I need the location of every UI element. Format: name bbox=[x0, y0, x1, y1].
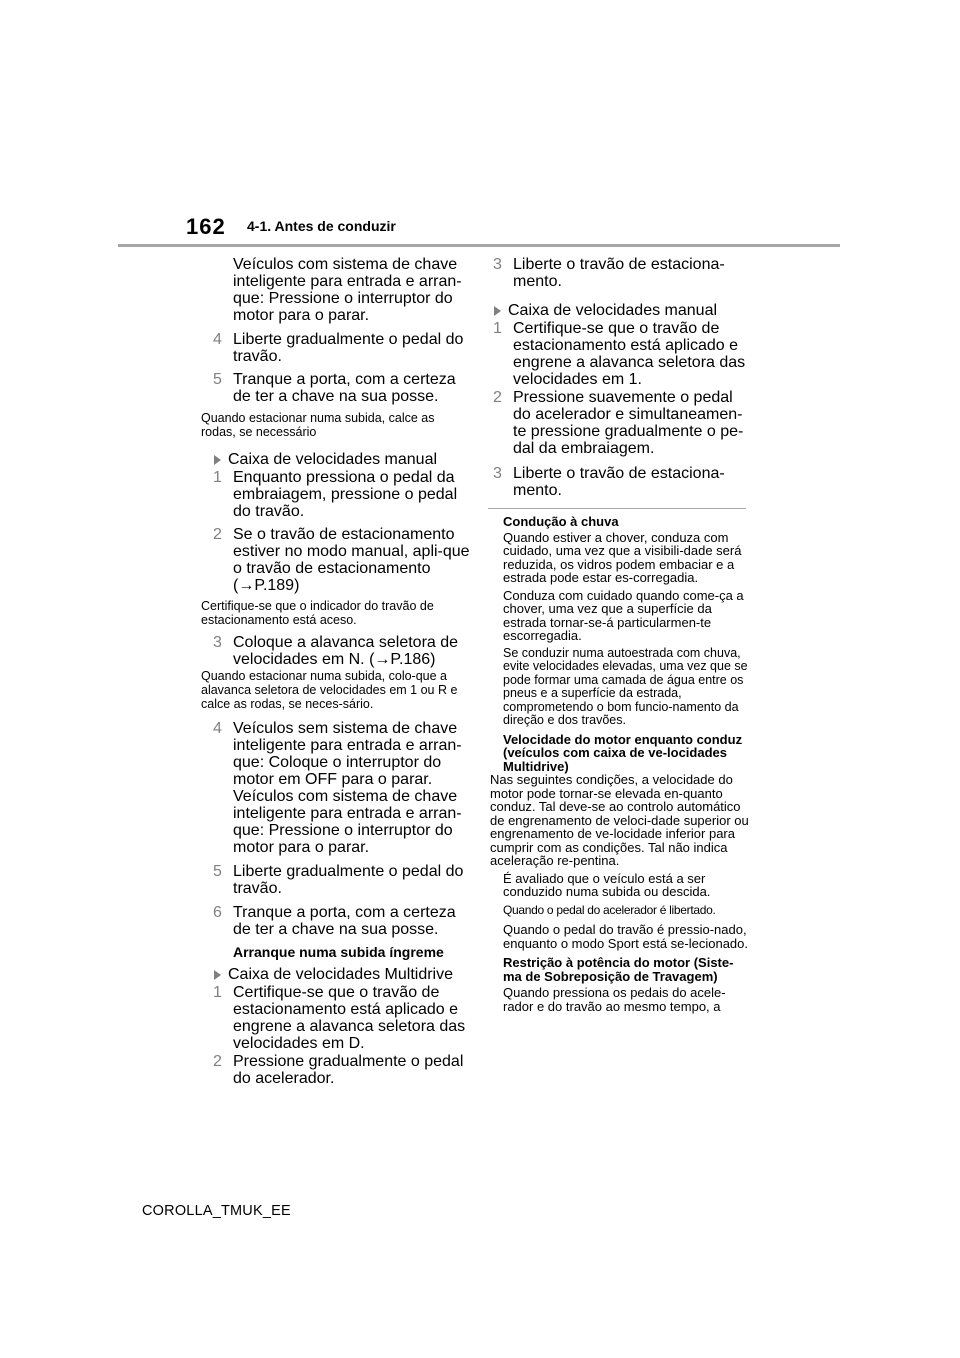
manual-step-2 bbox=[210, 526, 472, 594]
triangle-bullet-icon bbox=[214, 455, 221, 465]
engine-speed-condition-3: Quando o pedal do travão é pressio-nado, enquanto o modo Sport está se-lecionado. bbox=[503, 922, 749, 951]
hill-parking-note: Quando estacionar numa subida, calce as rodas, se necessário bbox=[201, 411, 435, 439]
step-number: 6 bbox=[213, 904, 222, 921]
parking-indicator-note: Certifique-se que o indicador do travão de estacionamento está aceso. bbox=[201, 599, 434, 627]
left-column bbox=[201, 254, 472, 1087]
triangle-bullet-icon bbox=[214, 970, 221, 980]
manual-step-6 bbox=[210, 904, 472, 938]
step-text: Liberte gradualmente o pedal do travão. bbox=[233, 863, 464, 897]
manual-transmission-title bbox=[210, 451, 472, 468]
step-number: 3 bbox=[493, 465, 502, 482]
step-number: 2 bbox=[493, 389, 502, 406]
hill-manual-step-2 bbox=[490, 389, 752, 457]
step-number: 4 bbox=[213, 720, 222, 737]
step-text: Pressione gradualmente o pedal do acelerador. bbox=[233, 1053, 464, 1087]
step-number: 5 bbox=[213, 863, 222, 880]
step-text: Se o travão de estacionamento estiver no modo manual, apli-que o travão de estacionamento (→P.189) bbox=[233, 526, 470, 594]
manual-transmission-title-right bbox=[490, 302, 752, 319]
hill-step-2 bbox=[210, 1053, 472, 1087]
step-text: Coloque a alavanca seletora de velocidades em N. (→P.186) bbox=[233, 634, 459, 668]
step-text: Liberte gradualmente o pedal do travão. bbox=[233, 331, 464, 365]
step-text: Liberte o travão de estaciona-mento. bbox=[513, 256, 725, 290]
subsection-label: Caixa de velocidades manual bbox=[508, 302, 718, 319]
step-text: Certifique-se que o travão de estacionamento está aplicado e engrene a alavanca seletora das velocidades em 1. bbox=[513, 320, 746, 388]
rain-paragraph-3: Se conduzir numa autoestrada com chuva, evite velocidades elevadas, uma vez que se pode formar uma camada de água entre os pneus e a superfície da estrada, comprometendo o bom funcio-namento da direção e dos travões. bbox=[503, 645, 748, 727]
step-text: Enquanto pressiona o pedal da embraiagem, pressione o pedal do travão. bbox=[233, 469, 458, 520]
step-text: Liberte o travão de estaciona-mento. bbox=[513, 465, 725, 499]
manual-step-4-continuation: Veículos com sistema de chave inteligente para entrada e arran-que: Pressione o interruptor do motor para o parar. bbox=[233, 788, 462, 856]
section-title: 4-1. Antes de conduzir bbox=[247, 218, 396, 234]
right-column bbox=[490, 254, 752, 1013]
engine-speed-condition-2: Quando o pedal do acelerador é libertado. bbox=[503, 902, 716, 917]
engine-speed-condition-1: É avaliado que o veículo está a ser conduzido numa subida ou descida. bbox=[503, 870, 711, 899]
hill-step-1 bbox=[210, 984, 472, 1052]
step-number: 1 bbox=[493, 320, 502, 337]
document-id: COROLLA_TMUK_EE bbox=[142, 1203, 291, 1219]
brake-override-paragraph: Quando pressiona os pedais do acele-rador e do travão ao mesmo tempo, a bbox=[503, 985, 726, 1014]
auto-step-5 bbox=[210, 331, 472, 365]
gear-lever-note: Quando estacionar numa subida, colo-que a alavanca seletora de velocidades em 1 ou R e calce as rodas, se neces-sário. bbox=[201, 669, 458, 711]
rain-paragraph-1: Quando estiver a chover, conduza com cuidado, uma vez que a visibili-dade será reduzida, os vidros podem embaciar e a estrada pode estar es-corregadia. bbox=[503, 529, 742, 585]
step-text: Veículos sem sistema de chave inteligente para entrada e arran-que: Coloque o interruptor do motor em OFF para o parar. bbox=[233, 720, 462, 788]
step-number: 1 bbox=[213, 469, 222, 486]
rain-paragraph-2: Conduza com cuidado quando come-ça a chover, uma vez que a superfície da estrada tornar-se-á particularmen-te escorregadia. bbox=[503, 587, 744, 643]
engine-speed-heading: Velocidade do motor enquanto conduz (veículos com caixa de ve-locidades Multidrive) bbox=[503, 731, 743, 774]
section-divider bbox=[488, 508, 746, 509]
engine-speed-paragraph: Nas seguintes condições, a velocidade do motor pode tornar-se elevada en-quanto conduz. Tal deve-se ao controlo automático de engrenamento de veloci-dade superior ou engrenamento de ve-locidade inferior para cumprir com as condições. Tal não indica aceleração re-pentina. bbox=[490, 772, 749, 868]
step-number: 3 bbox=[493, 256, 502, 273]
hill-manual-step-1 bbox=[490, 320, 752, 388]
hill-start-heading: Arranque numa subida íngreme bbox=[233, 944, 444, 960]
multidrive-title bbox=[210, 966, 472, 983]
step-number: 2 bbox=[213, 1053, 222, 1070]
hill-manual-step-3 bbox=[490, 465, 752, 499]
manual-step-4 bbox=[210, 720, 472, 788]
step-text: Tranque a porta, com a certeza de ter a chave na sua posse. bbox=[233, 371, 456, 405]
step-number: 1 bbox=[213, 984, 222, 1001]
triangle-bullet-icon bbox=[494, 306, 501, 316]
auto-step-6 bbox=[210, 371, 472, 405]
brake-override-heading: Restrição à potência do motor (Siste-ma de Sobreposição de Travagem) bbox=[503, 955, 734, 984]
step-number: 4 bbox=[213, 331, 222, 348]
subsection-label: Caixa de velocidades manual bbox=[228, 451, 438, 468]
rain-driving-heading: Condução à chuva bbox=[503, 514, 619, 529]
step-number: 5 bbox=[213, 371, 222, 388]
header-divider bbox=[118, 244, 840, 247]
manual-step-3 bbox=[210, 634, 472, 668]
hill-step-3 bbox=[490, 256, 752, 290]
step-number: 3 bbox=[213, 634, 222, 651]
manual-step-5 bbox=[210, 863, 472, 897]
manual-step-1 bbox=[210, 469, 472, 520]
step-text: Pressione suavemente o pedal do acelerador e simultaneamen-te pressione gradualmente o pe-dal da embraiagem. bbox=[513, 389, 744, 457]
page-number: 162 bbox=[186, 214, 226, 239]
step-text: Certifique-se que o travão de estacionamento está aplicado e engrene a alavanca seletora das velocidades em D. bbox=[233, 984, 466, 1052]
auto-step-4-continuation: Veículos com sistema de chave inteligente para entrada e arran-que: Pressione o interruptor do motor para o parar. bbox=[233, 256, 462, 324]
step-number: 2 bbox=[213, 526, 222, 543]
step-text: Tranque a porta, com a certeza de ter a chave na sua posse. bbox=[233, 904, 456, 938]
subsection-label: Caixa de velocidades Multidrive bbox=[228, 966, 453, 983]
